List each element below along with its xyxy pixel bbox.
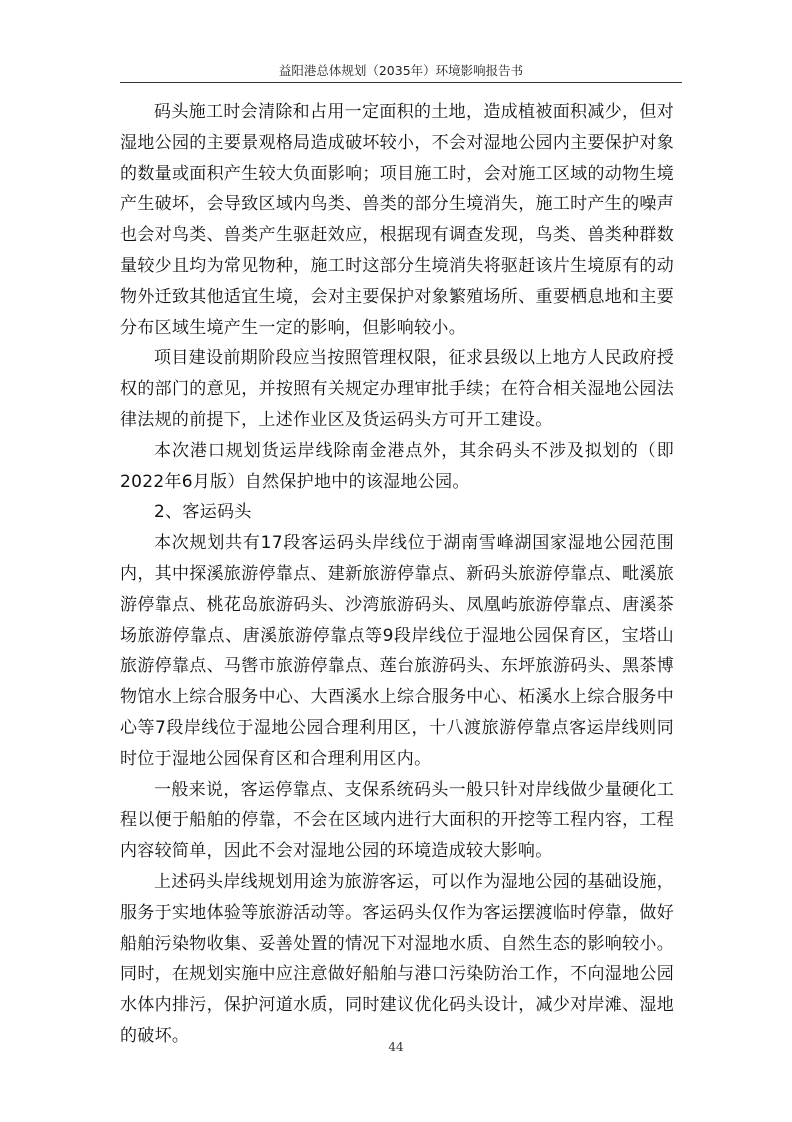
- running-header: 益阳港总体规划（2035年）环境影响报告书: [120, 60, 682, 83]
- section-heading-passenger-terminal: 2、客运码头: [154, 502, 252, 523]
- paragraph-cargo-shoreline: 本次港口规划货运岸线除南金港点外，其余码头不涉及拟划的（即2022年6月版）自然保护地中的该湿地公园。: [120, 440, 674, 492]
- paragraph-approval-procedure: 项目建设前期阶段应当按照管理权限，征求县级以上地方人民政府授权的部门的意见，并按照有关规定办理审批手续；在符合相关湿地公园法律法规的前提下，上述作业区及货运码头方可开工建设。: [120, 348, 674, 430]
- paragraph-passenger-works: 一般来说，客运停靠点、支保系统码头一般只针对岸线做少量硬化工程以便于船舶的停靠，不会在区域内进行大面积的开挖等工程内容，工程内容较简单，因此不会对湿地公园的环境造成较大影响。: [120, 779, 674, 862]
- page-number: 44: [388, 1040, 404, 1054]
- document-body: [120, 97, 674, 1052]
- paragraph-passenger-shoreline-list: 本次规划共有17段客运码头岸线位于湖南雪峰湖国家湿地公园范围内，其中探溪旅游停靠点、建新旅游停靠点、新码头旅游停靠点、毗溪旅游停靠点、桃花岛旅游码头、沙湾旅游码头、凤凰屿旅游停靠点、唐溪茶场旅游停靠点、唐溪旅游停靠点等9段岸线位于湿地公园保育区，宝塔山旅游停靠点、马辔市旅游停靠点、莲台旅游码头、东坪旅游码头、黑茶博物馆水上综合服务中心、大酉溪水上综合服务中心、柘溪水上综合服务中心等7段岸线位于湿地公园合理利用区，十八渡旅游停靠点客运岸线则同时位于湿地公园保育区和合理利用区内。: [120, 533, 674, 769]
- paragraph-tourism-use: 上述码头岸线规划用途为旅游客运，可以作为湿地公园的基础设施，服务于实地体验等旅游活动等。客运码头仅作为客运摆渡临时停靠，做好船舶污染物收集、妥善处置的情况下对湿地水质、自然生态的影响较小。同时，在规划实施中应注意做好船舶与港口污染防治工作，不向湿地公园水体内排污，保护河道水质，同时建议优化码头设计，减少对岸滩、湿地的破坏。: [120, 871, 674, 1046]
- paragraph-construction-impact: 码头施工时会清除和占用一定面积的土地，造成植被面积减少，但对湿地公园的主要景观格局造成破坏较小，不会对湿地公园内主要保护对象的数量或面积产生较大负面影响；项目施工时，会对施工区域的动物生境产生破坏，会导致区域内鸟类、兽类的部分生境消失，施工时产生的噪声也会对鸟类、兽类产生驱赶效应，根据现有调查发现，鸟类、兽类种群数量较少且均为常见物种，施工时这部分生境消失将驱赶该片生境原有的动物外迁致其他适宜生境，会对主要保护对象繁殖场所、重要栖息地和主要分布区域生境产生一定的影响，但影响较小。: [120, 102, 674, 338]
